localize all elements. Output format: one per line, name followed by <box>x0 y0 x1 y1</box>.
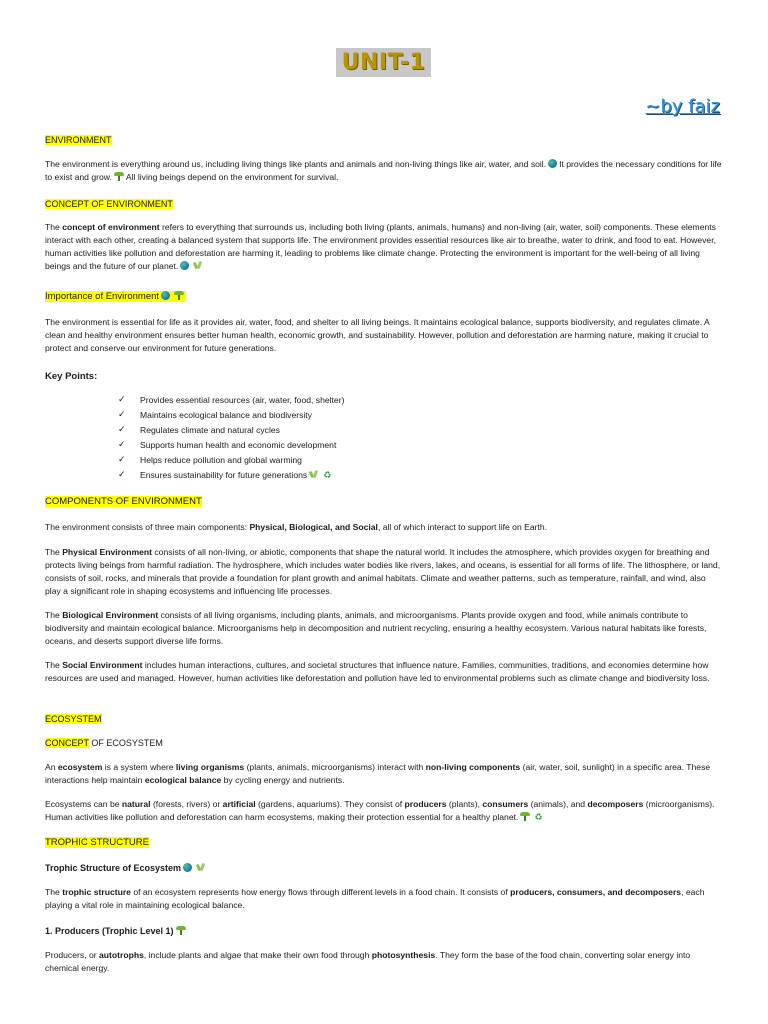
seedling-icon <box>176 926 186 935</box>
trophic-paragraph: The trophic structure of an ecosystem represents how energy flows through different levels in a food chain. It consists of producers, consumers, and decomposers, each playing a vital role in maintaining ecological balance. <box>45 887 705 910</box>
key-points-list <box>45 393 722 484</box>
section-environment <box>45 134 722 184</box>
section-trophic <box>45 837 722 975</box>
globe-icon <box>180 261 189 270</box>
herb-icon <box>309 469 319 479</box>
section-concept <box>45 198 722 273</box>
globe-icon <box>183 863 192 872</box>
check-icon: ✓ <box>118 410 126 420</box>
recycle-icon: ♻ <box>323 471 332 481</box>
herb-icon <box>196 862 206 872</box>
page-title: UNIT-1 <box>336 48 432 77</box>
list-item: ✓ Supports human health and economic development <box>118 438 722 453</box>
social-paragraph: The Social Environment includes human interactions, cultures, and societal structures that influence nature. Families, communities, traditions, and economies determine how resources are used and managed. However, human activities like deforestation and pollution have led to environmental problems such as climate change and biodiversity loss. <box>45 660 710 683</box>
heading-trophic: TROPHIC STRUCTURE <box>45 837 149 848</box>
section-importance <box>45 291 722 484</box>
check-icon: ✓ <box>118 440 126 450</box>
check-icon: ✓ <box>118 425 126 435</box>
concept-of-ecosystem: CONCEPT OF ECOSYSTEM <box>45 738 163 748</box>
section-components <box>45 496 722 685</box>
seedling-icon <box>520 812 530 821</box>
heading-importance: Importance of Environment <box>45 291 186 302</box>
ecosystem-paragraph-1: An ecosystem is a system where living organisms (plants, animals, microorganisms) interact with non-living components (air, water, soil, sunlight) in a specific area. These interactions help maintain ecological balance by cycling energy and nutrients. <box>45 762 711 785</box>
environment-paragraph: The environment is everything around us, including living things like plants and animals and non-living things like air, water, and soil. It provides the necessary conditions for life to exist and grow. All living beings depend on the environment for survival. <box>45 159 722 182</box>
trophic-subheading: Trophic Structure of Ecosystem <box>45 862 722 874</box>
physical-paragraph: The Physical Environment consists of all non-living, or abiotic, components that shape the natural world. It includes the atmosphere, which provides oxygen for breathing and protects living beings from harmful radiation. The hydrosphere, which includes water bodies like rivers, lakes, and oceans, is essential for all forms of life. The lithosphere, or land, consists of soil, rocks, and minerals that provide a foundation for plant growth and animal habitats. Climate and weather patterns, such as temperature, rainfall, and wind, also play a significant role in shaping ecosystems and influencing life processes. <box>45 547 721 596</box>
list-item: ✓ Provides essential resources (air, water, food, shelter) <box>118 393 722 408</box>
heading-environment: ENVIRONMENT <box>45 135 112 145</box>
byline: ~by faiz <box>645 96 720 117</box>
components-intro: The environment consists of three main components: Physical, Biological, and Social, all of which interact to support life on Earth. <box>45 522 548 532</box>
section-ecosystem <box>45 713 722 825</box>
biological-paragraph: The Biological Environment consists of all living organisms, including plants, animals, and microorganisms. Plants provide oxygen and food, while animals contribute to biodiversity and maintain ecological balance. Microorganisms help in decomposition and nutrient recycling, ensuring a healthy ecosystem. Various natural habitats like forests, oceans, and deserts support diverse life forms. <box>45 610 707 646</box>
producers-paragraph: Producers, or autotrophs, include plants and algae that make their own food through photosynthesis. They form the base of the food chain, converting solar energy into chemical energy. <box>45 950 691 973</box>
herb-icon <box>193 260 203 270</box>
list-item: ✓ Helps reduce pollution and global warming <box>118 453 722 468</box>
ecosystem-paragraph-2: Ecosystems can be natural (forests, rivers) or artificial (gardens, aquariums). They consist of producers (plants), consumers (animals), and decomposers (microorganisms). Human activities like pollution and deforestation can harm ecosystems, making their protection essential for a healthy planet. ♻ <box>45 799 715 823</box>
check-icon: ✓ <box>118 455 126 465</box>
title-row <box>45 0 722 84</box>
list-item: ✓ Regulates climate and natural cycles <box>118 423 722 438</box>
seedling-icon <box>174 291 184 300</box>
globe-icon <box>548 159 557 168</box>
recycle-icon: ♻ <box>534 813 543 823</box>
list-item: ✓ Maintains ecological balance and biodiversity <box>118 408 722 423</box>
check-icon: ✓ <box>118 470 126 480</box>
heading-ecosystem: ECOSYSTEM <box>45 714 102 724</box>
key-points-title: Key Points: <box>45 371 98 382</box>
heading-concept: CONCEPT OF ENVIRONMENT <box>45 199 173 209</box>
heading-components: COMPONENTS OF ENVIRONMENT <box>45 496 202 507</box>
check-icon: ✓ <box>118 395 126 405</box>
producers-title: 1. Producers (Trophic Level 1) <box>45 925 722 937</box>
importance-paragraph: The environment is essential for life as it provides air, water, food, and shelter to all living beings. It maintains ecological balance, supports biodiversity, and regulates climate. A clean and healthy environment ensures better human health, economic growth, and sustainability. However, pollution and deforestation are harming nature, making it crucial to protect and conserve our environment for future generations. <box>45 317 710 353</box>
seedling-icon <box>114 172 124 181</box>
globe-icon <box>161 291 170 300</box>
concept-paragraph: The concept of environment refers to everything that surrounds us, including both living (plants, animals, humans) and non-living (air, water, soil) components. These elements interact with each other, creating a balanced system that supports life. The environment provides essential resources like air to breathe, water to drink, and food to eat. However, human activities like pollution and deforestation are harming it, leading to problems like climate change. Protecting the environment is important for the well-being of all living beings and the future of our planet. <box>45 222 716 271</box>
list-item: ✓ Ensures sustainability for future generations ♻ <box>118 468 722 484</box>
